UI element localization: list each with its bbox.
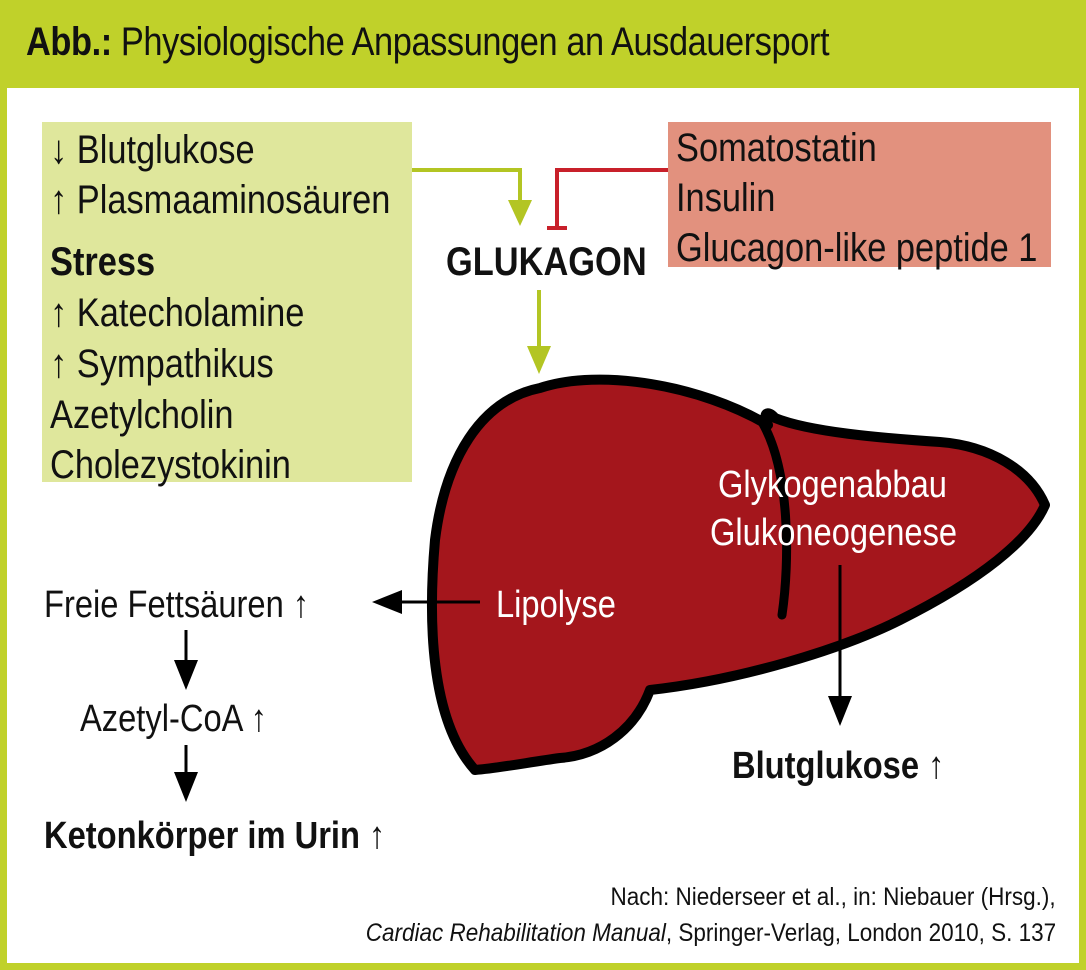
outcome-acetyl-coa: Azetyl-CoA ↑ [80,698,268,740]
acetyl-coa-arrowhead [174,772,198,802]
stimulator-blood-glucose: ↓ Blutglukose [50,128,255,172]
glucagon-label: GLUKAGON [446,240,647,284]
liver-shape [432,380,1045,770]
glucose-output-arrowhead [828,696,852,726]
outcome-blood-glucose: Blutglukose ↑ [732,745,945,787]
inhibition-line [557,170,668,228]
credit-publisher: , Springer-Verlag, London 2010, S. 137 [665,919,1056,947]
arrow-up-icon: ↑ [50,178,68,222]
stimulator-cholecystokinin: Cholezystokinin [50,443,291,487]
credit-line-1: Nach: Niederseer et al., in: Niebauer (Hrsg.), [610,883,1056,911]
glucagon-to-liver-arrowhead [527,346,551,374]
credit-line-2 [366,919,1056,948]
inhibitor-somatostatin: Somatostatin [676,126,877,170]
stimulator-catecholamine: ↑ Katecholamine [50,291,305,335]
stimulator-amino-acids: ↑ Plasmaaminosäuren [50,178,391,222]
outcome-free-fatty-acids: Freie Fettsäuren ↑ [44,584,310,626]
stimulator-acetylcholine: Azetylcholin [50,393,234,437]
arrow-up-icon: ↑ [50,342,68,386]
figure-prefix: Abb.: [26,20,112,64]
inhibitor-glp1: Glucagon-like peptide 1 [676,226,1038,270]
lipolysis-arrowhead [372,590,402,614]
credit-book-title: Cardiac Rehabilitation Manual [365,919,666,947]
liver-label-lipolysis: Lipolyse [496,584,616,626]
stimulation-line [412,170,520,205]
liver-label-glycogenolysis: Glykogenabbau [718,464,947,506]
fatty-acids-arrowhead [174,660,198,690]
arrow-down-icon: ↓ [50,128,68,172]
figure-title-text: Physiologische Anpassungen an Ausdauersport [120,20,830,64]
inhibitor-insulin: Insulin [676,176,776,220]
outcome-ketone-bodies: Ketonkörper im Urin ↑ [44,815,386,857]
stress-heading: Stress [50,240,156,284]
stimulation-arrowhead [508,200,532,226]
stimulator-sympathetic: ↑ Sympathikus [50,342,274,386]
arrow-up-icon: ↑ [50,291,68,335]
liver-label-gluconeogenesis: Glukoneogenese [710,512,958,554]
